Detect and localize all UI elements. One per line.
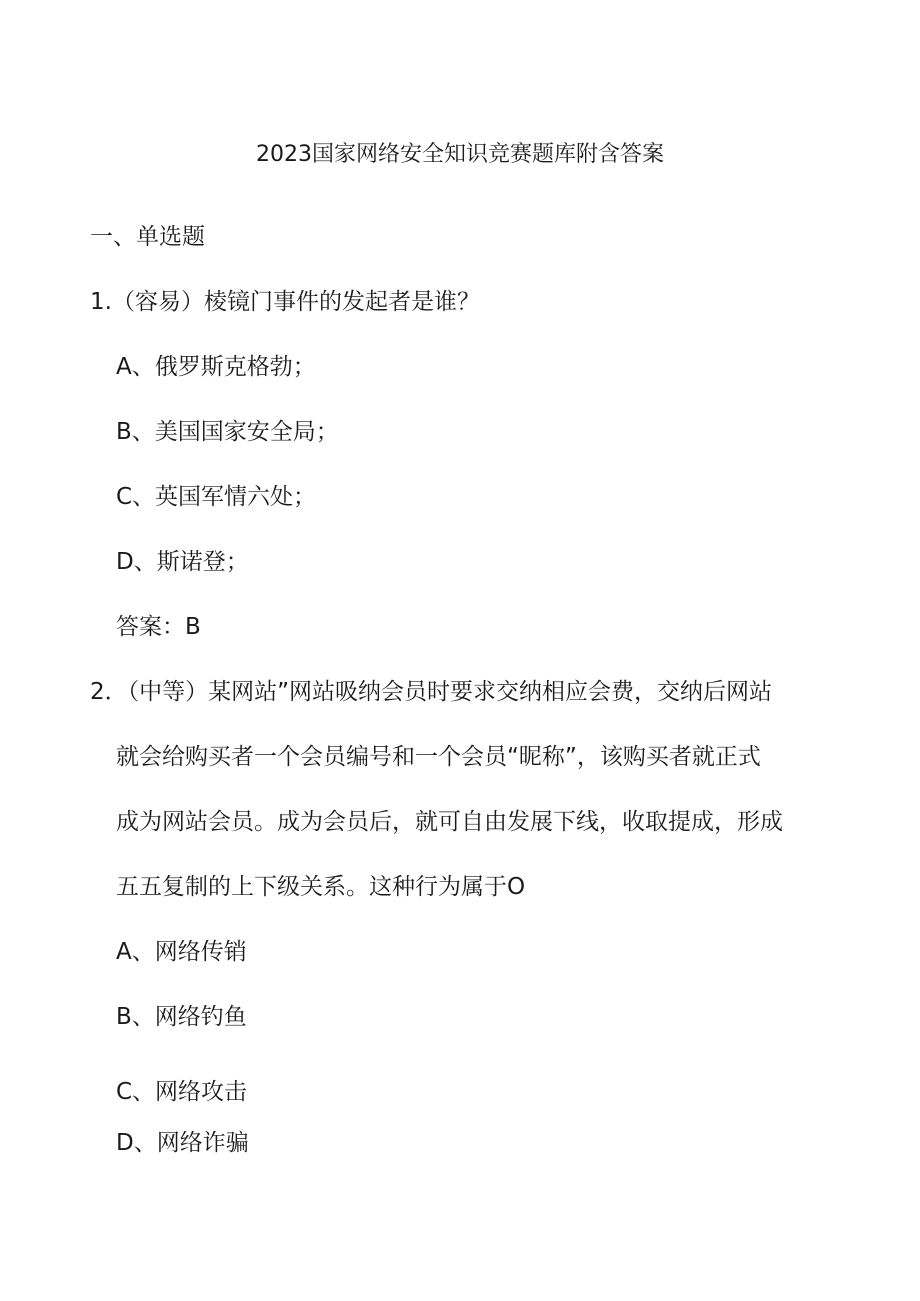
question-1-option-c: C、英国军情六处；	[116, 484, 317, 510]
question-2-option-d: D、网络诈骗	[116, 1130, 249, 1156]
question-1-option-d: D、斯诺登；	[116, 549, 249, 575]
question-2-stem-line-2: 就会给购买者一个会员编号和一个会员“昵称”，该购买者就正式	[116, 744, 761, 770]
question-1-option-b: B、美国国家安全局；	[116, 419, 339, 445]
document-title: 2023国家网络安全知识竞赛题库附含答案	[256, 142, 664, 167]
question-1-answer: 答案：B	[116, 614, 201, 640]
section-heading: 一、单选题	[90, 224, 205, 250]
question-2-stem-line-4: 五五复制的上下级关系。这种行为属于O	[116, 874, 526, 900]
question-1-stem: 1.（容易）棱镜门事件的发起者是谁？	[90, 289, 480, 315]
question-1-option-a: A、俄罗斯克格勃；	[116, 354, 316, 380]
question-2-option-a: A、网络传销	[116, 939, 247, 965]
question-2-stem-line-1: 2．（中等）某网站”网站吸纳会员时要求交纳相应会费，交纳后网站	[90, 679, 773, 705]
question-2-option-c: C、网络攻击	[116, 1079, 248, 1105]
question-2-option-b: B、网络钓鱼	[116, 1004, 247, 1030]
question-2-stem-line-3: 成为网站会员。成为会员后，就可自由发展下线，收取提成，形成	[116, 809, 783, 835]
